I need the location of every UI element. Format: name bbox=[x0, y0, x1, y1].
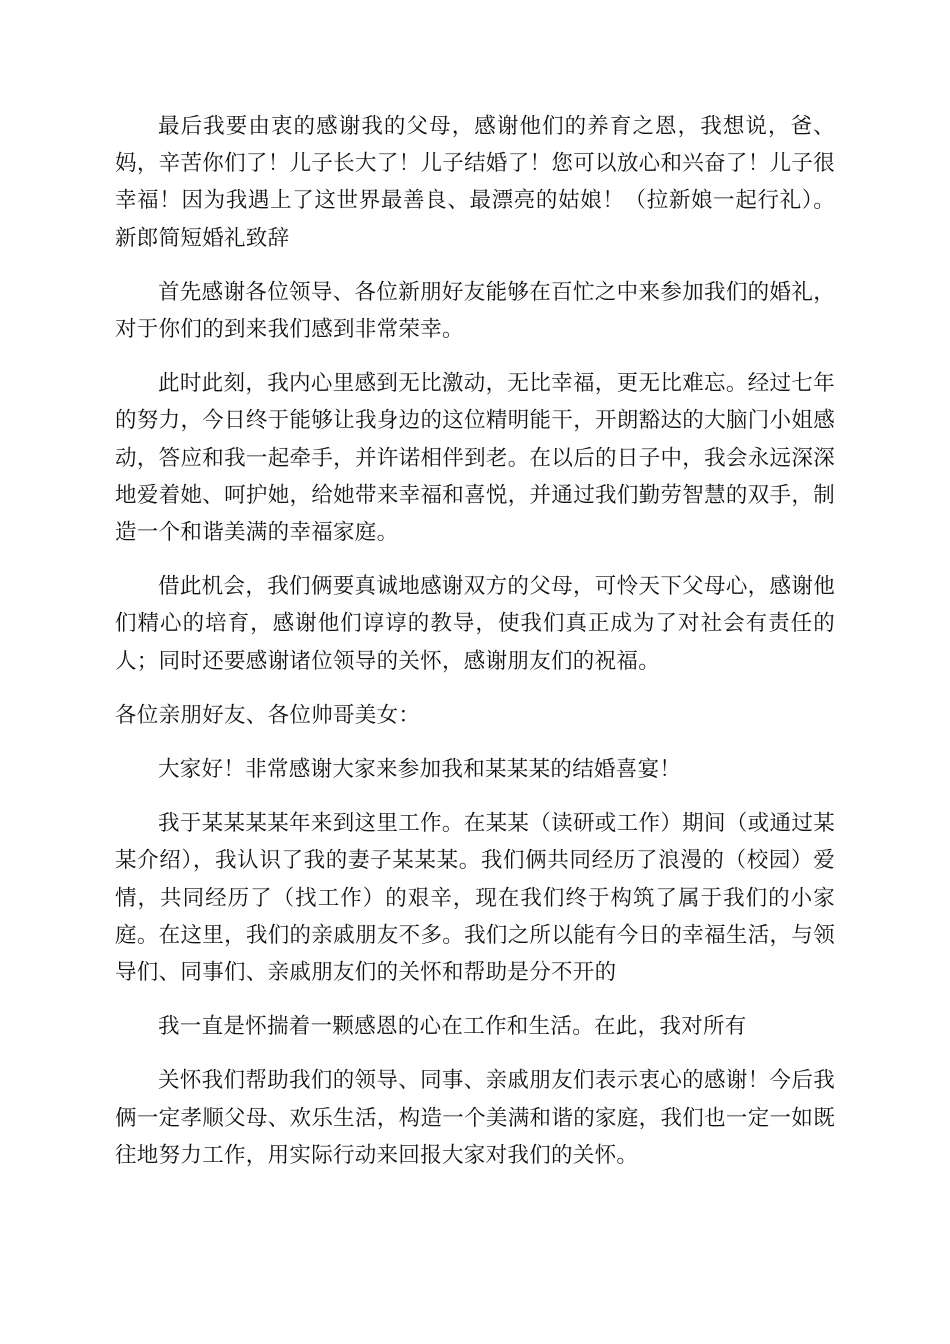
paragraph-this-moment: 此时此刻，我内心里感到无比激动，无比幸福，更无比难忘。经过七年的努力，今日终于能够让我身边的这位精明能干，开朗豁达的大脑门小姐感动，答应和我一起牵手，并许诺相伴到老。在以后的日子中，我会永远深深地爱着她、呵护她，给她带来幸福和喜悦，并通过我们勤劳智慧的双手，制造一个和谐美满的幸福家庭。 bbox=[115, 371, 835, 546]
paragraph-closing: 关怀我们帮助我们的领导、同事、亲戚朋友们表示衷心的感谢！今后我俩一定孝顺父母、欢乐生活，构造一个美满和谐的家庭，我们也一定一如既往地努力工作，用实际行动来回报大家对我们的关怀。 bbox=[115, 1068, 835, 1168]
paragraph-greeting: 大家好！非常感谢大家来参加我和某某某的结婚喜宴！ bbox=[158, 757, 682, 783]
document-body bbox=[115, 108, 835, 1191]
paragraph-thanks-both-parents: 借此机会，我们俩要真诚地感谢双方的父母，可怜天下父母心，感谢他们精心的培育，感谢他们谆谆的教导，使我们真正成为了对社会有责任的人；同时还要感谢诸位领导的关怀，感谢朋友们的祝福。 bbox=[115, 574, 835, 674]
paragraph-salutation: 各位亲朋好友、各位帅哥美女： bbox=[115, 702, 421, 728]
paragraph-thanks-guests: 首先感谢各位领导、各位新朋好友能够在百忙之中来参加我们的婚礼，对于你们的到来我们感到非常荣幸。 bbox=[115, 279, 835, 343]
paragraph-thanks-parents: 最后我要由衷的感谢我的父母，感谢他们的养育之恩，我想说，爸、妈，辛苦你们了！儿子长大了！儿子结婚了！您可以放心和兴奋了！儿子很幸福！因为我遇上了这世界最善良、最漂亮的姑娘！（拉新娘一起行礼）。新郎简短婚礼致辞 bbox=[115, 114, 835, 251]
paragraph-gratitude-heart: 我一直是怀揣着一颗感恩的心在工作和生活。在此，我对所有 bbox=[158, 1014, 747, 1040]
paragraph-story: 我于某某某某年来到这里工作。在某某（读研或工作）期间（或通过某某介绍），我认识了我的妻子某某某。我们俩共同经历了浪漫的（校园）爱情，共同经历了（找工作）的艰辛，现在我们终于构筑了属于我们的小家庭。在这里，我们的亲戚朋友不多。我们之所以能有今日的幸福生活，与领导们、同事们、亲戚朋友们的关怀和帮助是分不开的 bbox=[115, 811, 835, 986]
